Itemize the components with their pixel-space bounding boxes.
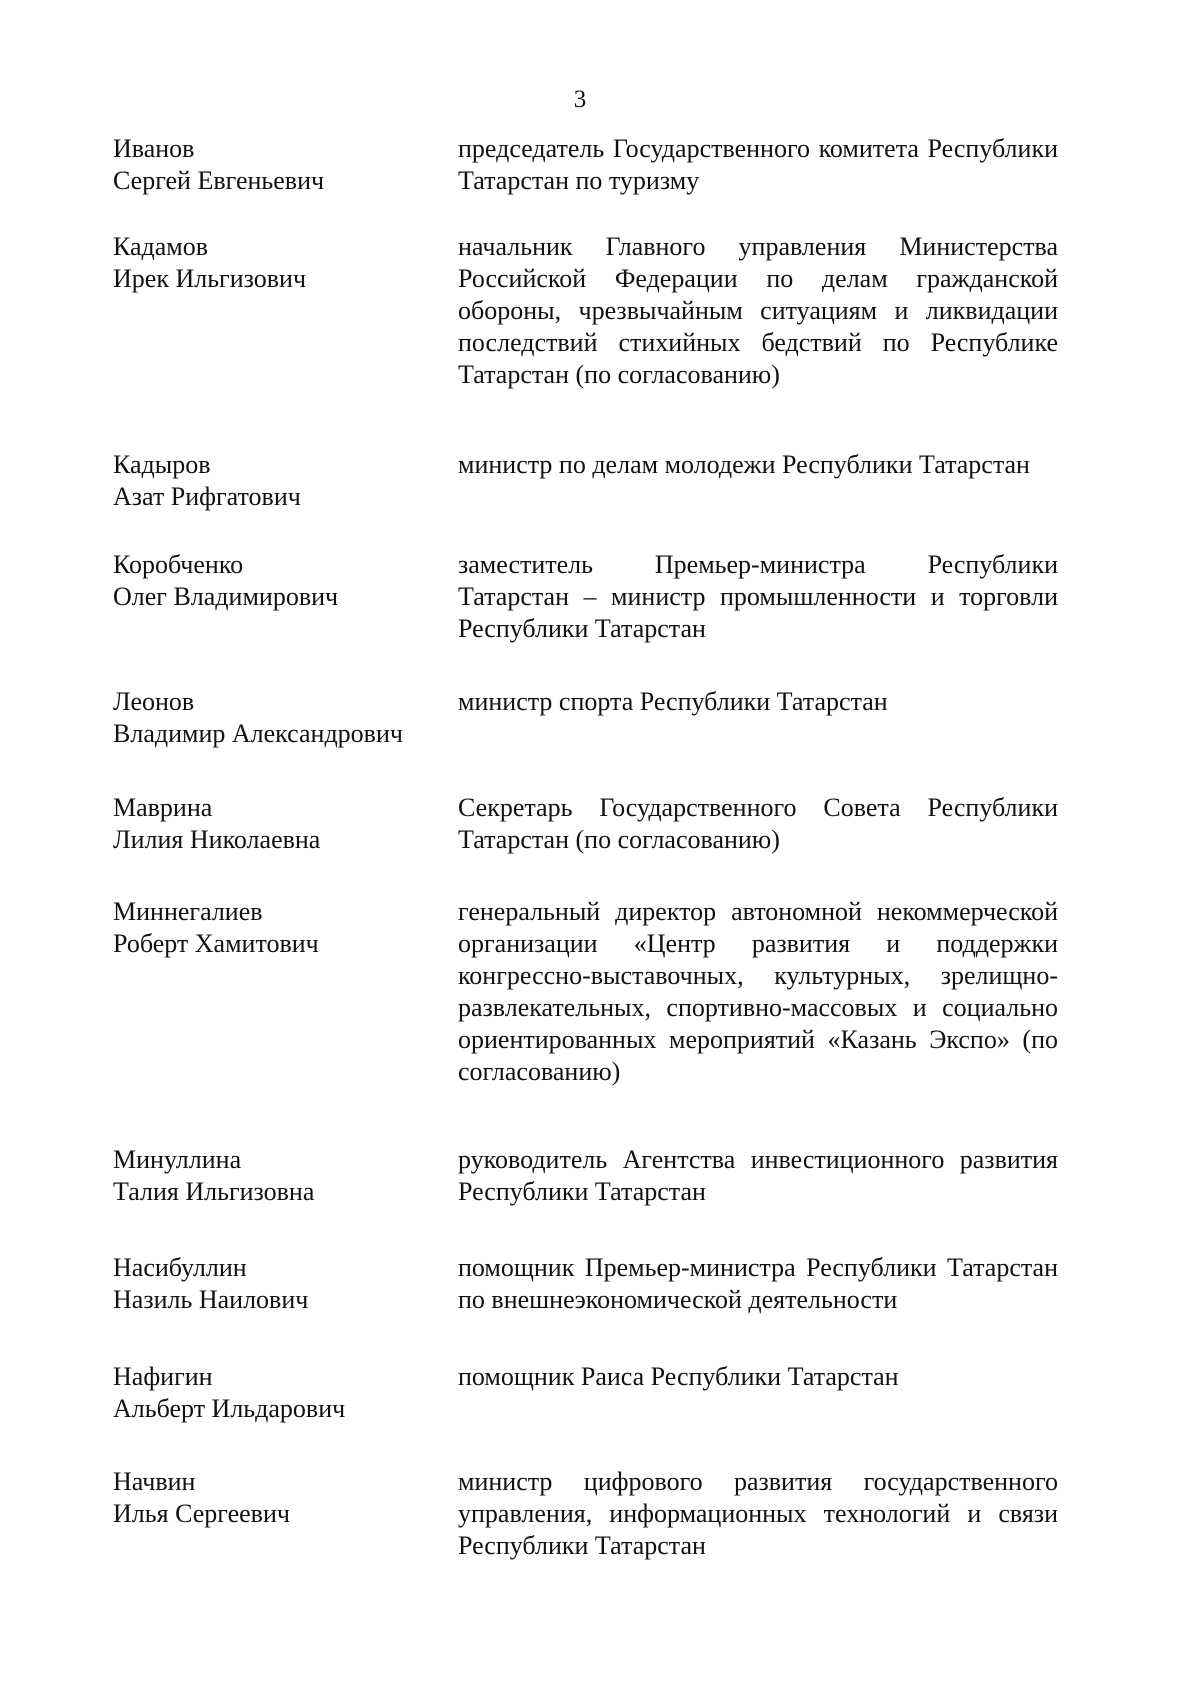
member-entry bbox=[113, 1252, 1058, 1316]
member-given-names: Роберт Хамитович bbox=[113, 929, 319, 958]
member-given-names: Назиль Наилович bbox=[113, 1285, 309, 1314]
member-name bbox=[113, 792, 458, 856]
member-surname: Маврина bbox=[113, 793, 213, 822]
member-given-names: Олег Владимирович bbox=[113, 582, 339, 611]
member-position: министр цифрового развития государственного управления, информационных технологий и связи Республики Татарстан bbox=[458, 1467, 1058, 1560]
member-name bbox=[113, 896, 458, 960]
member-surname: Начвин bbox=[113, 1467, 196, 1496]
member-entry bbox=[113, 1144, 1058, 1208]
member-entry bbox=[113, 549, 1058, 645]
member-surname: Нафигин bbox=[113, 1362, 213, 1391]
member-name bbox=[113, 1252, 458, 1316]
member-given-names: Лилия Николаевна bbox=[113, 825, 321, 854]
member-name bbox=[113, 133, 458, 197]
member-name bbox=[113, 449, 458, 513]
member-given-names: Владимир Александрович bbox=[113, 719, 403, 748]
member-entry bbox=[113, 686, 1058, 750]
member-entry bbox=[113, 133, 1058, 197]
member-position: руководитель Агентства инвестиционного развития Республики Татарстан bbox=[458, 1145, 1058, 1206]
member-entry bbox=[113, 792, 1058, 856]
member-entry bbox=[113, 1361, 1058, 1425]
member-name bbox=[113, 686, 458, 750]
member-position: председатель Государственного комитета Республики Татарстан по туризму bbox=[458, 134, 1058, 195]
member-entry bbox=[113, 1466, 1058, 1562]
member-entry bbox=[113, 896, 1058, 1088]
member-name bbox=[113, 1144, 458, 1208]
member-entry bbox=[113, 231, 1058, 391]
member-position: министр спорта Республики Татарстан bbox=[458, 687, 888, 716]
member-surname: Кадамов bbox=[113, 232, 209, 261]
member-surname: Леонов bbox=[113, 687, 195, 716]
page-number: 3 bbox=[573, 86, 587, 113]
member-entry bbox=[113, 449, 1058, 513]
member-surname: Кадыров bbox=[113, 450, 211, 479]
member-surname: Иванов bbox=[113, 134, 195, 163]
member-position: генеральный директор автономной некоммерческой организации «Центр развития и поддержки конгрессно-выставочных, культурных, зрелищно-развлекательных, спортивно-массовых и социально ориентированных мероприятий «Казань Экспо» (по согласованию) bbox=[458, 897, 1058, 1086]
member-position: начальник Главного управления Министерства Российской Федерации по делам гражданской обороны, чрезвычайным ситуациям и ликвидации последствий стихийных бедствий по Республике Татарстан (по согласованию) bbox=[458, 232, 1058, 389]
member-name bbox=[113, 1361, 458, 1425]
member-surname: Минуллина bbox=[113, 1145, 242, 1174]
member-position: министр по делам молодежи Республики Татарстан bbox=[458, 450, 1030, 479]
member-name bbox=[113, 1466, 458, 1530]
member-name bbox=[113, 549, 458, 613]
member-list bbox=[113, 133, 1058, 1562]
member-given-names: Сергей Евгеньевич bbox=[113, 166, 325, 195]
member-given-names: Азат Рифгатович bbox=[113, 482, 301, 511]
member-given-names: Ирек Ильгизович bbox=[113, 264, 307, 293]
member-position: помощник Раиса Республики Татарстан bbox=[458, 1362, 899, 1391]
member-given-names: Талия Ильгизовна bbox=[113, 1177, 315, 1206]
member-position: заместитель Премьер-министра Республики Татарстан – министр промышленности и торговли Республики Татарстан bbox=[458, 550, 1058, 643]
member-name bbox=[113, 231, 458, 295]
member-surname: Миннегалиев bbox=[113, 897, 263, 926]
member-position: Секретарь Государственного Совета Республики Татарстан (по согласованию) bbox=[458, 793, 1058, 854]
member-given-names: Илья Сергеевич bbox=[113, 1499, 290, 1528]
member-surname: Насибуллин bbox=[113, 1253, 247, 1282]
member-surname: Коробченко bbox=[113, 550, 244, 579]
member-position: помощник Премьер-министра Республики Татарстан по внешнеэкономической деятельности bbox=[458, 1253, 1058, 1314]
member-given-names: Альберт Ильдарович bbox=[113, 1394, 346, 1423]
